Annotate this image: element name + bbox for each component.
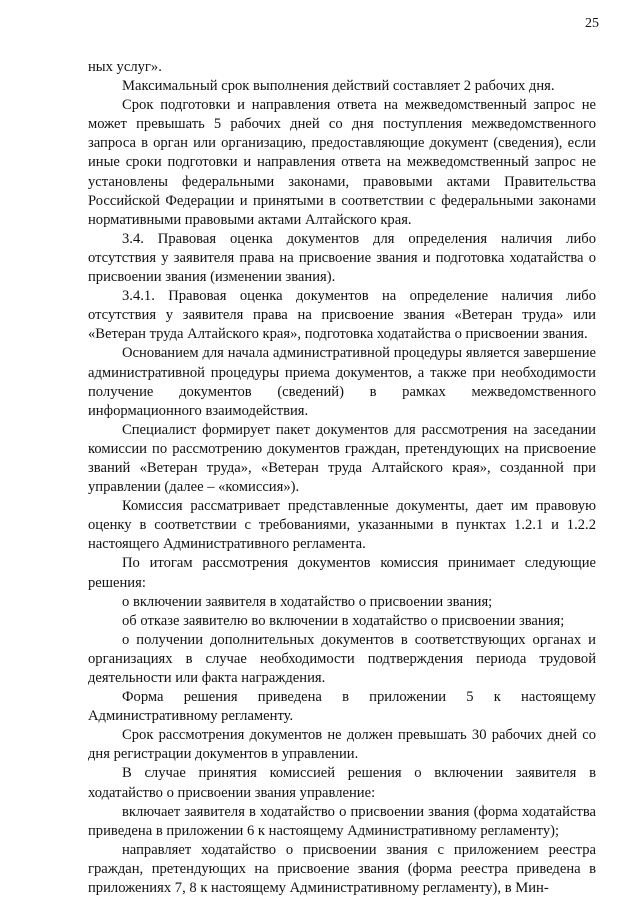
paragraph-decision-form: Форма решения приведена в приложении 5 к настоящему Административному регламенту. [88,689,596,725]
paragraph-review-deadline: Срок рассмотрения документов не должен превышать 30 рабочих дней со дня регистрации документов в управлении. [88,727,596,763]
decision-item-include: о включении заявителя в ходатайство о присвоении звания; [122,593,493,610]
action-item-include: включает заявителя в ходатайство о присвоении звания (форма ходатайства приведена в приложении 6 к настоящему Административному регламенту); [88,803,596,839]
paragraph-specialist-package: Специалист формирует пакет документов для рассмотрения на заседании комиссии по рассмотрению документов граждан, претендующих на присвоение званий «Ветеран труда», «Ветеран труда Алтайского края», созданной при управлении (далее – «комиссия»). [88,421,596,496]
section-heading-3-4-1: 3.4.1. Правовая оценка документов на определение наличия либо отсутствия у заявителя права на присвоение звания «Ветеран труда» или «Ветеран труда Алтайского края», подготовка ходатайства о присвоении звания. [88,288,596,343]
document-body [88,58,596,898]
paragraph-commission-review: Комиссия рассматривает представленные документы, дает им правовую оценку в соответствии с требованиями, указанными в пунктах 1.2.1 и 1.2.2 настоящего Административного регламента. [88,498,596,553]
paragraph-inclusion-case: В случае принятия комиссией решения о включении заявителя в ходатайство о присвоении звания управление: [88,765,596,801]
paragraph-interagency-deadline: Срок подготовки и направления ответа на межведомственный запрос не может превышать 5 рабочих дней со дня поступления межведомственного запроса в орган или организацию, предоставляющие документ (сведения), если иные сроки подготовки и направления ответа на межведомственный запрос не установлены федеральными законами, правовыми актами Правительства Российской Федерации и принятыми в соответствии с федеральными законами нормативными правовыми актами Алтайского края. [88,97,596,228]
paragraph-continuation: ных услуг». [88,59,162,75]
decision-item-refuse: об отказе заявителю во включении в ходатайство о присвоении звания; [122,612,565,629]
section-heading-3-4: 3.4. Правовая оценка документов для определения наличия либо отсутствия у заявителя права на присвоение звания и подготовка ходатайства о присвоении звания (изменении звания). [88,230,596,286]
page-number: 25 [585,16,599,31]
decision-item-additional-docs: о получении дополнительных документов в соответствующих органах и организациях в случае необходимости подтверждения периода трудовой деятельности или факта награждения. [88,631,596,686]
action-item-send-petition: направляет ходатайство о присвоении звания с приложением реестра граждан, претендующих на присвоение звания (форма реестра приведена в приложениях 7, 8 к настоящему Административному регламенту), в Мин- [88,841,596,897]
paragraph-max-duration: Максимальный срок выполнения действий составляет 2 рабочих дня. [122,78,555,95]
paragraph-procedure-basis: Основанием для начала административной процедуры является завершение административной процедуры приема документов, а также при необходимости получение документов (сведений) в рамках межведомственного информационного взаимодействия. [88,345,596,419]
paragraph-decisions-intro: По итогам рассмотрения документов комиссия принимает следующие решения: [88,555,596,591]
